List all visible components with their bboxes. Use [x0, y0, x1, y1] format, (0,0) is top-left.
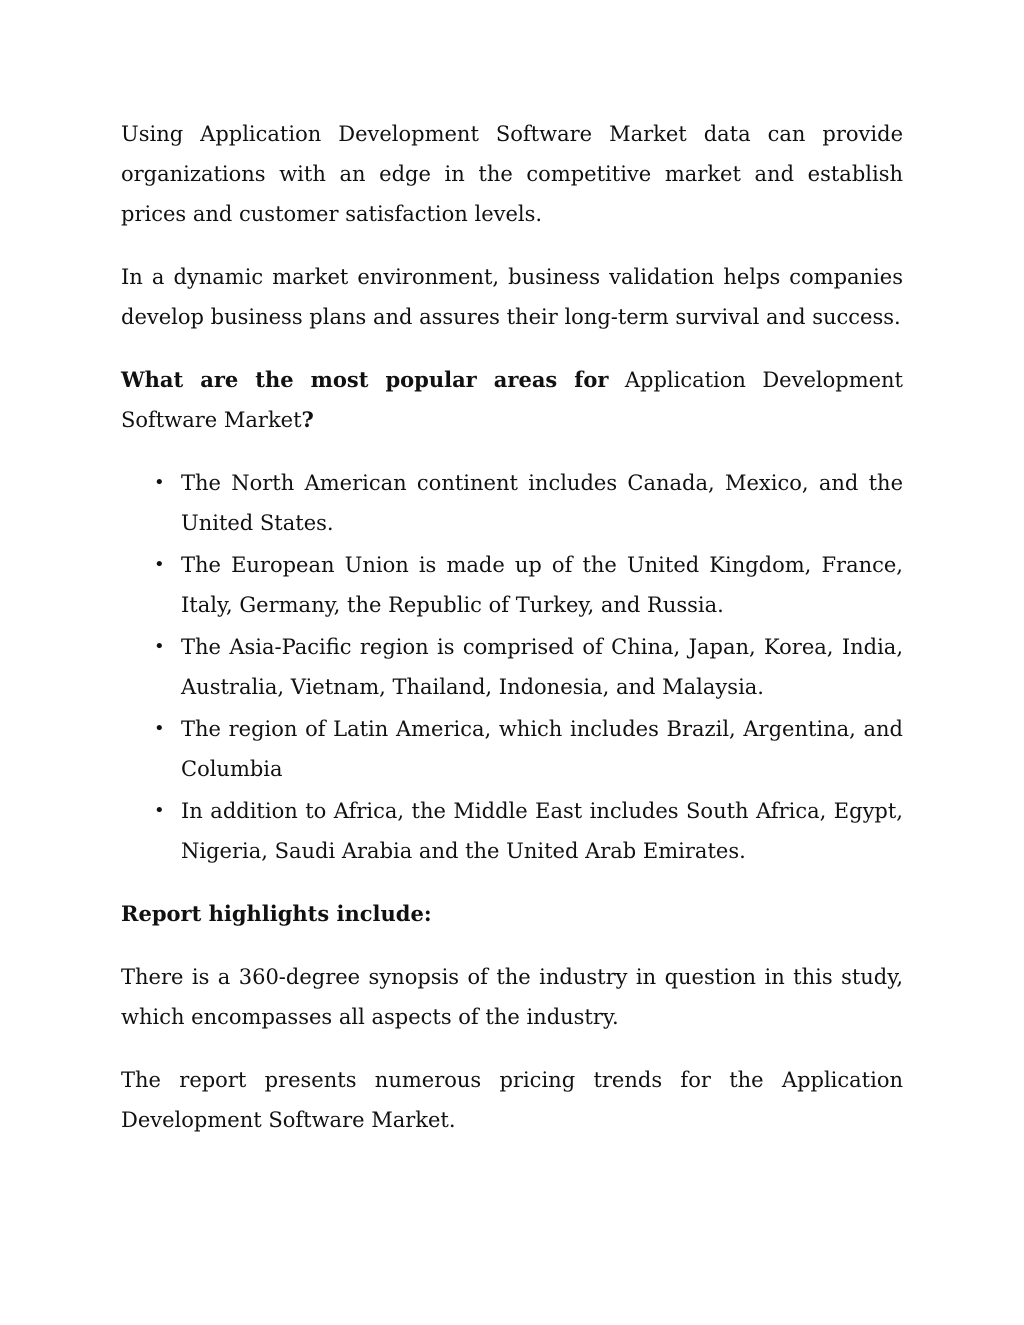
question-heading-bold: What are the most popular areas for	[121, 367, 609, 392]
highlights-paragraph-2: The report presents numerous pricing trends for the Application Development Software Market.	[121, 1068, 903, 1132]
bullet-icon: •	[154, 800, 165, 821]
document-page	[121, 114, 903, 1163]
list-item	[121, 545, 903, 625]
list-item	[121, 709, 903, 789]
intro-paragraph-2: In a dynamic market environment, business validation helps companies develop business plans and assures their long-term survival and success.	[121, 265, 903, 329]
list-item	[121, 791, 903, 871]
bullet-icon: •	[154, 554, 165, 575]
bullet-icon: •	[154, 636, 165, 657]
question-heading	[121, 360, 903, 440]
bullet-icon: •	[154, 718, 165, 739]
list-item-text: The North American continent includes Canada, Mexico, and the United States.	[181, 471, 903, 535]
list-item-text: The Asia-Pacific region is comprised of China, Japan, Korea, India, Australia, Vietnam, Thailand, Indonesia, and Malaysia.	[181, 635, 903, 699]
intro-paragraph-1: Using Application Development Software Market data can provide organizations with an edge in the competitive market and establish prices and customer satisfaction levels.	[121, 122, 903, 226]
highlights-heading: Report highlights include:	[121, 901, 432, 926]
list-item-text: In addition to Africa, the Middle East includes South Africa, Egypt, Nigeria, Saudi Arabia and the United Arab Emirates.	[181, 799, 903, 863]
list-item-text: The region of Latin America, which includes Brazil, Argentina, and Columbia	[181, 717, 903, 781]
question-heading-mark: ?	[301, 407, 314, 432]
question-heading-normal: Application Development Software Market	[121, 368, 903, 432]
list-item	[121, 463, 903, 543]
list-item-text: The European Union is made up of the United Kingdom, France, Italy, Germany, the Republic of Turkey, and Russia.	[181, 553, 903, 617]
bullet-icon: •	[154, 472, 165, 493]
list-item	[121, 627, 903, 707]
regions-list	[121, 463, 903, 871]
highlights-paragraph-1: There is a 360-degree synopsis of the industry in question in this study, which encompasses all aspects of the industry.	[121, 965, 903, 1029]
